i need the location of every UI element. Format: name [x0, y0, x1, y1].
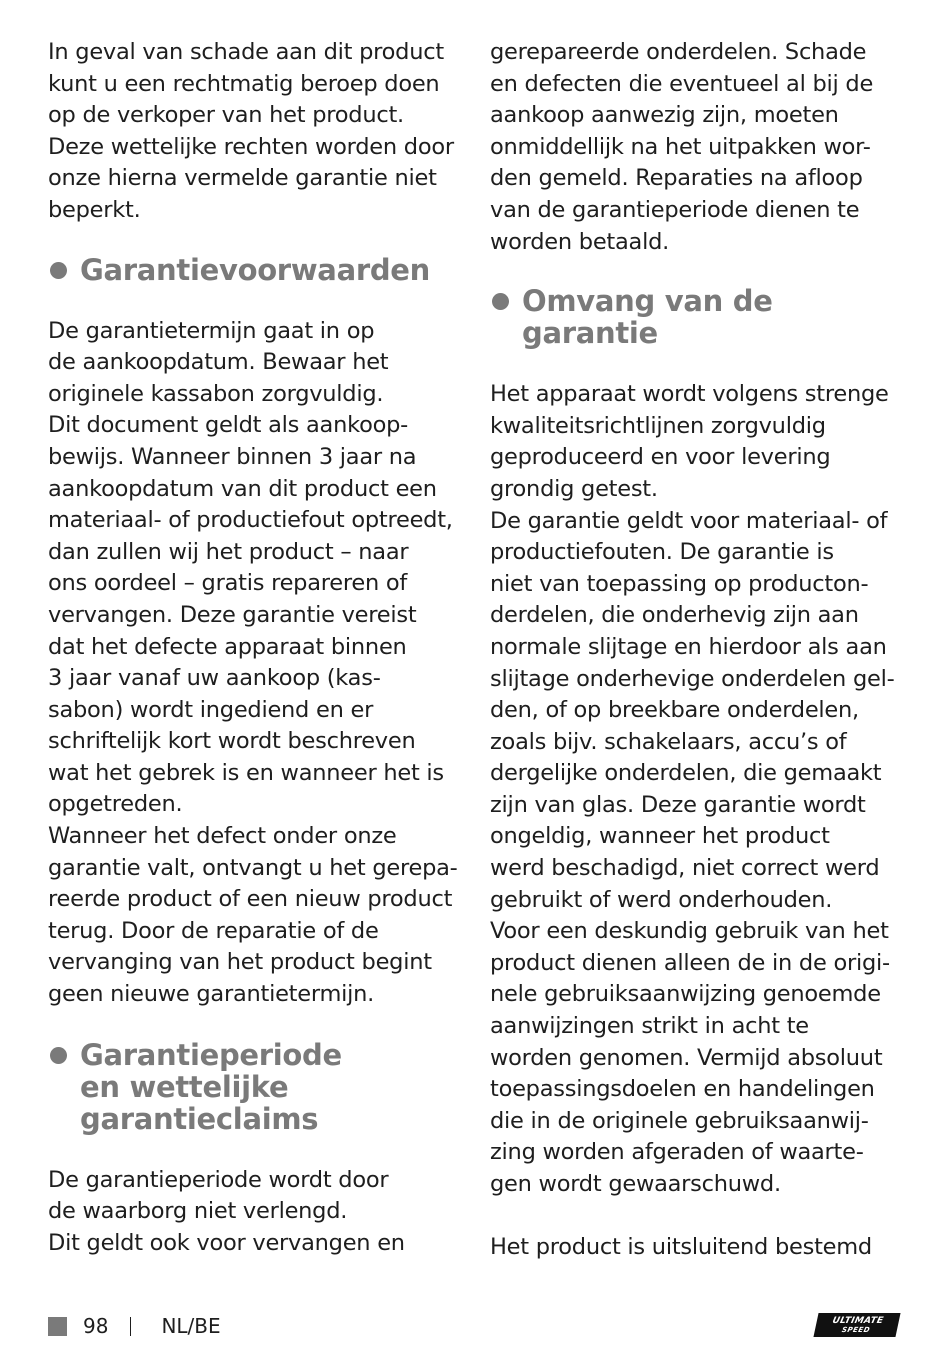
text-line: den, of op breekbare onderdelen, [490, 697, 859, 724]
text-line: van de garantieperiode dienen te [490, 196, 860, 223]
brand-logo [813, 1313, 900, 1337]
locale-label: NL/BE [161, 1314, 221, 1338]
text-line: toepassingsdoelen en handelingen [490, 1076, 875, 1103]
scope-paragraph [490, 379, 910, 1200]
text-line: geen nieuwe garantietermijn. [48, 981, 375, 1008]
continued-paragraph [490, 37, 910, 258]
paragraph-gap [490, 1201, 910, 1233]
text-line: en defecten die eventueel al bij de [490, 70, 874, 97]
text-line: Het product is uitsluitend bestemd [490, 1234, 872, 1261]
period-paragraph [48, 1165, 468, 1260]
heading-line: garantie [522, 316, 658, 351]
text-line: geproduceerd en voor levering [490, 444, 831, 471]
text-line: op de verkoper van het product. [48, 102, 404, 129]
text-line: dat het defecte apparaat binnen [48, 633, 407, 660]
text-line: productiefouten. De garantie is [490, 539, 834, 566]
last-paragraph [490, 1232, 910, 1264]
text-line: wat het gebrek is en wanneer het is [48, 759, 444, 786]
conditions-paragraph [48, 316, 468, 1011]
footer-square-icon [48, 1317, 67, 1336]
page-number: 98 [83, 1314, 109, 1338]
text-line: zijn van glas. Deze garantie wordt [490, 791, 866, 818]
text-line: onze hierna vermelde garantie niet [48, 165, 437, 192]
text-line: Dit geldt ook voor vervangen en [48, 1229, 405, 1256]
text-line: ons oordeel – gratis repareren of [48, 570, 408, 597]
text-line: product dienen alleen de in de origi- [490, 949, 890, 976]
logo-text-bottom: SPEED [841, 1326, 871, 1334]
text-line: terug. Door de reparatie of de [48, 917, 379, 944]
text-line: onmiddellijk na het uitpakken wor- [490, 133, 871, 160]
bullet-icon [492, 293, 509, 310]
text-line: materiaal- of productiefout optreedt, [48, 507, 453, 534]
text-line: Het apparaat wordt volgens strenge [490, 381, 889, 408]
text-line: vervangen. Deze garantie vereist [48, 601, 417, 628]
section-heading-period [48, 1039, 468, 1135]
text-line: gen wordt gewaarschuwd. [490, 1171, 781, 1197]
text-line: sabon) wordt ingediend en er [48, 696, 374, 723]
heading-line: Omvang van de [522, 284, 773, 319]
text-line: zoals bijv. schakelaars, accu’s of [490, 728, 847, 755]
text-line: slijtage onderhevige onderdelen gel- [490, 665, 895, 692]
text-line: De garantieperiode wordt door [48, 1166, 389, 1193]
section-heading-scope [490, 285, 910, 349]
intro-paragraph [48, 37, 468, 227]
text-line: bewijs. Wanneer binnen 3 jaar na [48, 443, 417, 470]
bullet-icon [50, 262, 67, 279]
text-line: zing worden afgeraden of waarte- [490, 1139, 864, 1166]
text-line: aanwijzingen strikt in acht te [490, 1013, 809, 1040]
text-line: originele kassabon zorgvuldig. [48, 380, 384, 407]
text-line: De garantietermijn gaat in op [48, 317, 375, 344]
text-line: vervanging van het product begint [48, 949, 432, 976]
text-line: worden betaald. [490, 228, 670, 255]
text-line: derdelen, die onderhevig zijn aan [490, 602, 859, 629]
text-line: grondig getest. [490, 475, 658, 502]
text-line: Voor een deskundig gebruik van het [490, 918, 889, 945]
text-line: beperkt. [48, 196, 141, 223]
text-line: die in de originele gebruiksaanwij- [490, 1107, 869, 1134]
text-line: opgetreden. [48, 791, 183, 818]
text-line: dan zullen wij het product – naar [48, 538, 409, 565]
text-line: garantie valt, ontvangt u het gerepa- [48, 854, 458, 881]
text-line: aankoop aanwezig zijn, moeten [490, 102, 839, 129]
logo-text-top: ULTIMATE [831, 1316, 885, 1326]
left-column [48, 37, 468, 1259]
text-line: niet van toepassing op producton- [490, 570, 869, 597]
text-line: nele gebruiksaanwijzing genoemde [490, 981, 881, 1008]
text-line: gebruikt of werd onderhouden. [490, 886, 833, 913]
text-line: 3 jaar vanaf uw aankoop (kas- [48, 665, 381, 692]
text-line: kunt u een rechtmatig beroep doen [48, 70, 440, 97]
text-line: werd beschadigd, niet correct werd [490, 855, 880, 882]
text-line: Wanneer het defect onder onze [48, 823, 397, 850]
text-line: normale slijtage en hierdoor als aan [490, 633, 887, 660]
text-line: In geval van schade aan dit product [48, 39, 444, 65]
text-line: dergelijke onderdelen, die gemaakt [490, 760, 882, 787]
heading-line: Garantievoorwaarden [80, 252, 431, 287]
text-line: kwaliteitsrichtlijnen zorgvuldig [490, 412, 826, 439]
footer-divider [130, 1317, 131, 1336]
text-line: De garantie geldt voor materiaal- of [490, 507, 888, 534]
text-line: Deze wettelijke rechten worden door [48, 133, 454, 160]
text-line: schriftelijk kort wordt beschreven [48, 728, 416, 755]
text-line: den gemeld. Reparaties na afloop [490, 165, 863, 192]
section-heading-conditions [48, 254, 468, 286]
text-line: de waarborg niet verlengd. [48, 1198, 348, 1225]
heading-line: Garantieperiode [80, 1037, 342, 1072]
text-line: ongeldig, wanneer het product [490, 823, 830, 850]
right-column [490, 37, 910, 1264]
heading-line: en wettelijke [80, 1069, 289, 1104]
text-line: gerepareerde onderdelen. Schade [490, 39, 867, 65]
heading-line: garantieclaims [80, 1101, 319, 1136]
text-line: Dit document geldt als aankoop- [48, 412, 409, 439]
bullet-icon [50, 1047, 67, 1064]
text-line: worden genomen. Vermijd absoluut [490, 1044, 883, 1071]
text-line: reerde product of een nieuw product [48, 886, 453, 913]
page-footer [48, 1312, 221, 1340]
text-line: de aankoopdatum. Bewaar het [48, 349, 389, 376]
text-line: aankoopdatum van dit product een [48, 475, 437, 502]
